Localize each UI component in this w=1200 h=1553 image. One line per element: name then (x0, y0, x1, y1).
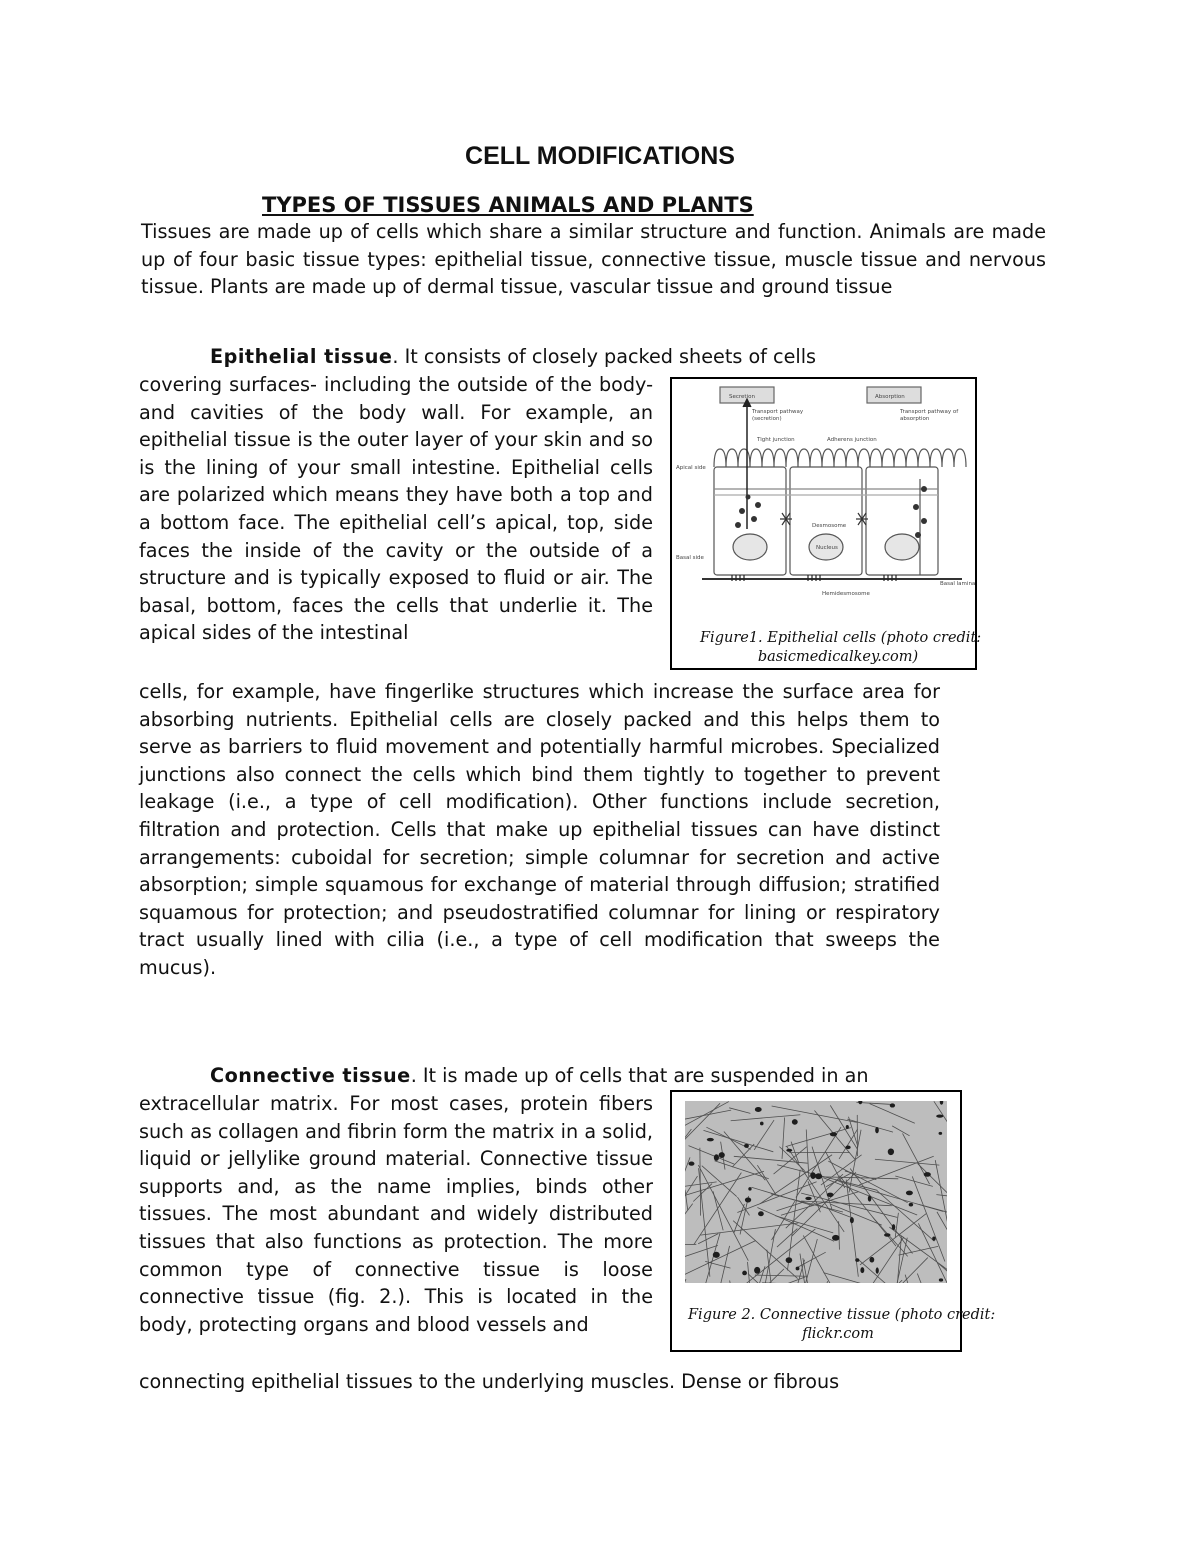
cell-nucleus (875, 1127, 879, 1133)
svg-text:absorption: absorption (900, 416, 930, 422)
cell-nucleus (796, 1267, 800, 1271)
figure1-frame (670, 377, 982, 670)
cell-nucleus (846, 1125, 849, 1129)
label-adherens-junction: Adherens junction (827, 437, 877, 443)
cell-nucleus (754, 1267, 760, 1274)
cell-nucleus (742, 1271, 747, 1276)
label-transport-left: Transport pathway (752, 409, 804, 415)
epithelial-cells-diagram (672, 379, 975, 629)
figure1-caption (700, 629, 982, 667)
label-absorption: Absorption (875, 394, 905, 400)
connective-heading: Connective tissue (210, 1064, 411, 1087)
cell-nucleus (755, 1107, 762, 1112)
cell-nucleus (860, 1267, 864, 1273)
cell-nucleus (936, 1114, 943, 1117)
cell-nucleus (924, 1172, 931, 1177)
cell-nucleus (810, 1172, 815, 1179)
epithelial-heading: Epithelial tissue (210, 345, 393, 368)
cell-nucleus (786, 1257, 793, 1263)
cell-nucleus (805, 1197, 811, 1200)
cell-nucleus (707, 1138, 714, 1142)
cell-nucleus (830, 1132, 837, 1136)
cell-nucleus (786, 1149, 792, 1152)
cell-nucleus (939, 1278, 943, 1281)
document-title: CELL MODIFICATIONS (465, 142, 735, 170)
cell-nucleus (689, 1161, 695, 1165)
figure1-caption-line1: Figure1. Epithelial cells (photo credit: (700, 630, 982, 646)
cell-nucleus (713, 1252, 720, 1258)
label-tight-junction: Tight junction (757, 437, 795, 443)
cell-nucleus (719, 1152, 725, 1158)
epithelial-lead-line (141, 343, 941, 371)
epithelial-rest-text: cells, for example, have fingerlike structures which increase the surface area for absorbing nutrients. Epithelial cells are closely packed and this helps them to serve as barriers to fluid movement and potentially harmful microbes. Specialized junctions also connect the cells which bind them tightly to together to prevent leakage (i.e., a type of cell modification). Other functions include secretion, filtration and protection. Cells that make up epithelial tissues can have distinct arrangements: cuboidal for secretion; simple columnar for secretion and active absorption; simple squamous for exchange of material through diffusion; stratified squamous for protection; and pseudostratified columnar for lining or respiratory tract usually lined with cilia (i.e., a type of cell modification that sweeps the mucus). (139, 680, 940, 979)
connective-tissue-photo (685, 1101, 947, 1283)
intro-paragraph: Tissues are made up of cells which share a similar structure and function. Animals are made up of four basic tissue types: epithelial tissue, connective tissue, muscle tissue and nervous tissue. Plants are made up of dermal tissue, vascular tissue and ground tissue (141, 220, 1046, 299)
epithelial-lead-text: . It consists of closely packed sheets of cells (392, 345, 817, 368)
cell-nucleus (932, 1236, 935, 1240)
label-hemidesmosome: Hemidesmosome (822, 591, 870, 597)
cell-nucleus (714, 1154, 719, 1161)
connective-rest-text: connecting epithelial tissues to the underlying muscles. Dense or fibrous (139, 1370, 840, 1393)
label-secretion: Secretion (729, 394, 755, 400)
cell-nucleus (850, 1217, 854, 1223)
figure2-caption-line2: flickr.com (802, 1326, 874, 1342)
cell-nucleus (792, 1119, 798, 1125)
nucleus-right (885, 534, 919, 560)
cell-nucleus (876, 1267, 879, 1273)
cell-nucleus (815, 1173, 822, 1179)
cell-nucleus (855, 1258, 859, 1262)
cell-nucleus (758, 1211, 764, 1216)
cell-nucleus (869, 1257, 874, 1263)
cell-nucleus (868, 1196, 871, 1202)
label-apical-side: Apical side (676, 465, 706, 471)
cell-nucleus (760, 1122, 764, 1126)
cell-nucleus (909, 1203, 913, 1207)
svg-text:(secretion): (secretion) (752, 416, 782, 422)
figure2-caption-line1: Figure 2. Connective tissue (photo credit: (688, 1307, 996, 1323)
cell-nucleus (745, 1197, 751, 1202)
figure1-caption-line2: basicmedicalkey.com) (757, 649, 919, 665)
microvilli (714, 449, 966, 467)
label-transport-right: Transport pathway of (900, 409, 959, 415)
nucleus-left (733, 534, 767, 560)
cell-nucleus (884, 1233, 890, 1237)
cell-nucleus (890, 1103, 895, 1107)
cell-nucleus (939, 1132, 943, 1135)
connective-lead-text: . It is made up of cells that are suspended in an (410, 1064, 869, 1087)
cell-nucleus (888, 1148, 894, 1155)
cell-nucleus (832, 1235, 840, 1241)
cell-nucleus (845, 1145, 850, 1149)
cell-nucleus (748, 1187, 751, 1190)
document-subtitle: TYPES OF TISSUES ANIMALS AND PLANTS (262, 193, 754, 217)
epithelial-side-text: covering surfaces- including the outside of the body- and cavities of the body wall. For example, an epithelial tissue is the outer layer of your skin and so is the lining of your small intestine. Epithelial cells are polarized which means they have both a top and a bottom face. The epithelial cell’s apical, top, side faces the inside of the cavity or the outside of a structure and is typically exposed to fluid or air. The basal, bottom, faces the cells that underlie it. The apical sides of the intestinal (139, 373, 653, 645)
connective-lead-line (141, 1062, 941, 1090)
label-basal-side: Basal side (676, 555, 704, 561)
cell-nucleus (892, 1224, 895, 1230)
connective-side-text: extracellular matrix. For most cases, protein fibers such as collagen and fibrin form the matrix in a solid, liquid or jellylike ground material. Connective tissue supports and, as the name implies, binds other tissues. The most abundant and widely distributed tissues that also functions as protection. The more common type of connective tissue is loose connective tissue (fig. 2.). This is located in the body, protecting organs and blood vessels and (139, 1092, 653, 1336)
cell-nucleus (744, 1144, 749, 1148)
cell-nucleus (906, 1191, 913, 1196)
label-nucleus: Nucleus (816, 545, 838, 551)
cell-nucleus (827, 1193, 834, 1197)
label-basal-lamina: Basal lamina (940, 581, 975, 587)
label-desmosome: Desmosome (812, 523, 847, 529)
figure2-caption (688, 1306, 996, 1344)
